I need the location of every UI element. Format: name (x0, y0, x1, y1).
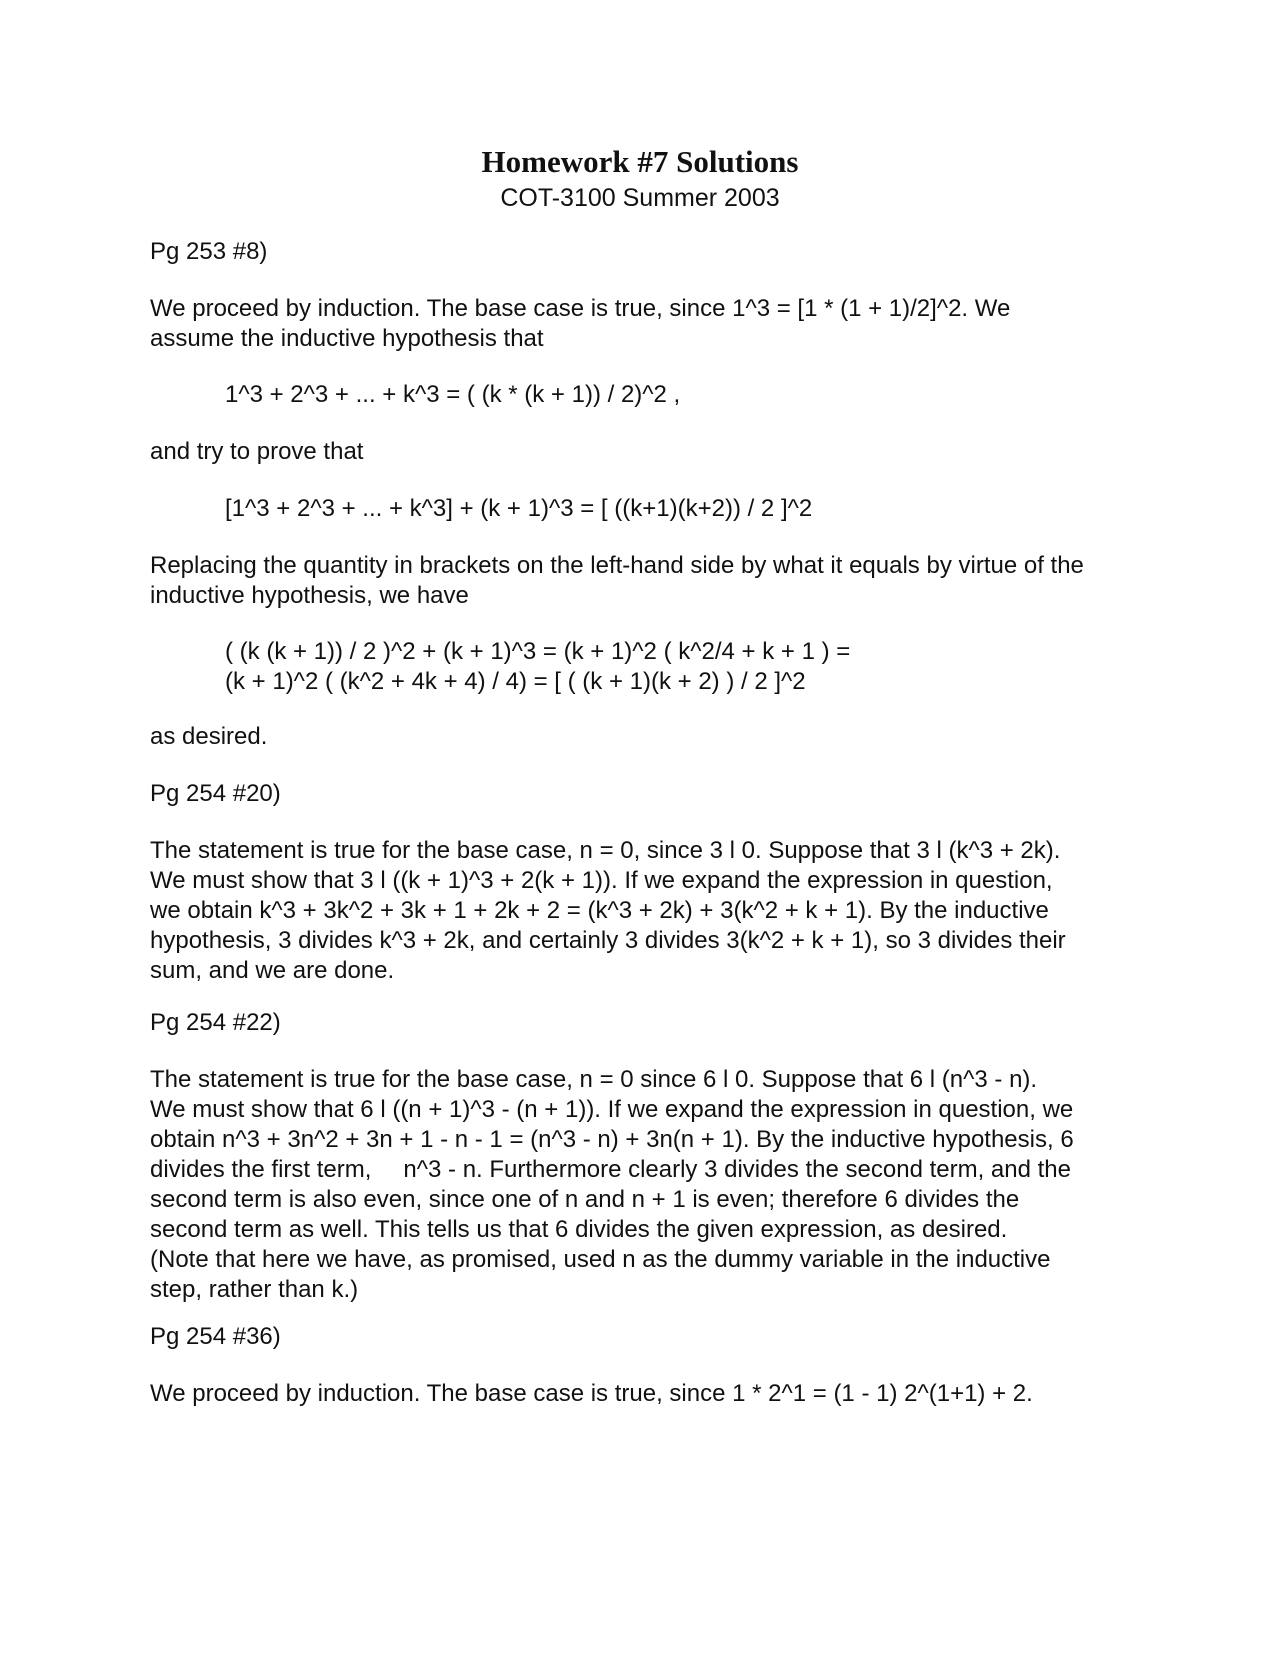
text-line: step, rather than k.) (150, 1276, 359, 1303)
problem-heading-2: Pg 254 #20) (150, 780, 281, 807)
problem-2-body (150, 836, 1150, 986)
text-line: We must show that 6 l ((n + 1)^3 - (n + 1)). If we expand the expression in question, we (150, 1096, 1074, 1123)
text-line: sum, and we are done. (150, 957, 395, 984)
text-line: We proceed by induction. The base case is true, since 1^3 = [1 * (1 + 1)/2]^2. We (150, 295, 1011, 322)
text-segment: divides the first term, (150, 1156, 372, 1183)
text-line: second term as well. This tells us that 6 divides the given expression, as desired. (150, 1216, 1008, 1243)
text-line: The statement is true for the base case, n = 0, since 3 l 0. Suppose that 3 l (k^3 + 2k). (150, 837, 1061, 864)
problem-3-body (150, 1065, 1150, 1305)
derivation-equation (225, 637, 1125, 697)
course-subtitle: COT-3100 Summer 2003 (500, 184, 780, 212)
equation-line: (k + 1)^2 ( (k^2 + 4k + 4) / 4) = [ ( (k + 1)(k + 2) ) / 2 ]^2 (225, 668, 806, 695)
text-line: hypothesis, 3 divides k^3 + 2k, and certainly 3 divides 3(k^2 + k + 1), so 3 divides their (150, 927, 1066, 954)
problem-1-try-text: and try to prove that (150, 438, 364, 465)
problem-4-body (150, 1379, 1150, 1409)
text-line: We proceed by induction. The base case is true, since 1 * 2^1 = (1 - 1) 2^(1+1) + 2. (150, 1380, 1033, 1407)
problem-heading-1: Pg 253 #8) (150, 238, 268, 265)
text-line: inductive hypothesis, we have (150, 582, 469, 609)
text-line: We must show that 3 l ((k + 1)^3 + 2(k + 1)). If we expand the expression in question, (150, 867, 1053, 894)
problem-1-intro (150, 294, 1150, 354)
text-line: assume the inductive hypothesis that (150, 325, 544, 352)
text-line: we obtain k^3 + 3k^2 + 3k + 1 + 2k + 2 = (k^3 + 2k) + 3(k^2 + k + 1). By the inductive (150, 897, 1049, 924)
text-line: second term is also even, since one of n and n + 1 is even; therefore 6 divides the (150, 1186, 1020, 1213)
problem-heading-3: Pg 254 #22) (150, 1009, 281, 1036)
equation-line: ( (k (k + 1)) / 2 )^2 + (k + 1)^3 = (k + 1)^2 ( k^2/4 + k + 1 ) = (225, 638, 851, 665)
problem-1-conclusion: as desired. (150, 723, 268, 750)
problem-1-replace-text (150, 551, 1150, 611)
text-line: Replacing the quantity in brackets on the left-hand side by what it equals by virtue of the (150, 552, 1084, 579)
problem-heading-4: Pg 254 #36) (150, 1323, 281, 1350)
text-line: The statement is true for the base case, n = 0 since 6 l 0. Suppose that 6 l (n^3 - n). (150, 1066, 1038, 1093)
inductive-hypothesis-equation: 1^3 + 2^3 + ... + k^3 = ( (k * (k + 1)) / 2)^2 , (225, 381, 681, 408)
text-segment: n^3 - n. Furthermore clearly 3 divides the second term, and the (403, 1156, 1071, 1183)
text-line (150, 1155, 1150, 1185)
text-line: (Note that here we have, as promised, used n as the dummy variable in the inductive (150, 1246, 1051, 1273)
document-title: Homework #7 Solutions (481, 144, 799, 179)
goal-equation: [1^3 + 2^3 + ... + k^3] + (k + 1)^3 = [ ((k+1)(k+2)) / 2 ]^2 (225, 495, 813, 522)
text-line: obtain n^3 + 3n^2 + 3n + 1 - n - 1 = (n^3 - n) + 3n(n + 1). By the inductive hypothesis, 6 (150, 1126, 1074, 1153)
